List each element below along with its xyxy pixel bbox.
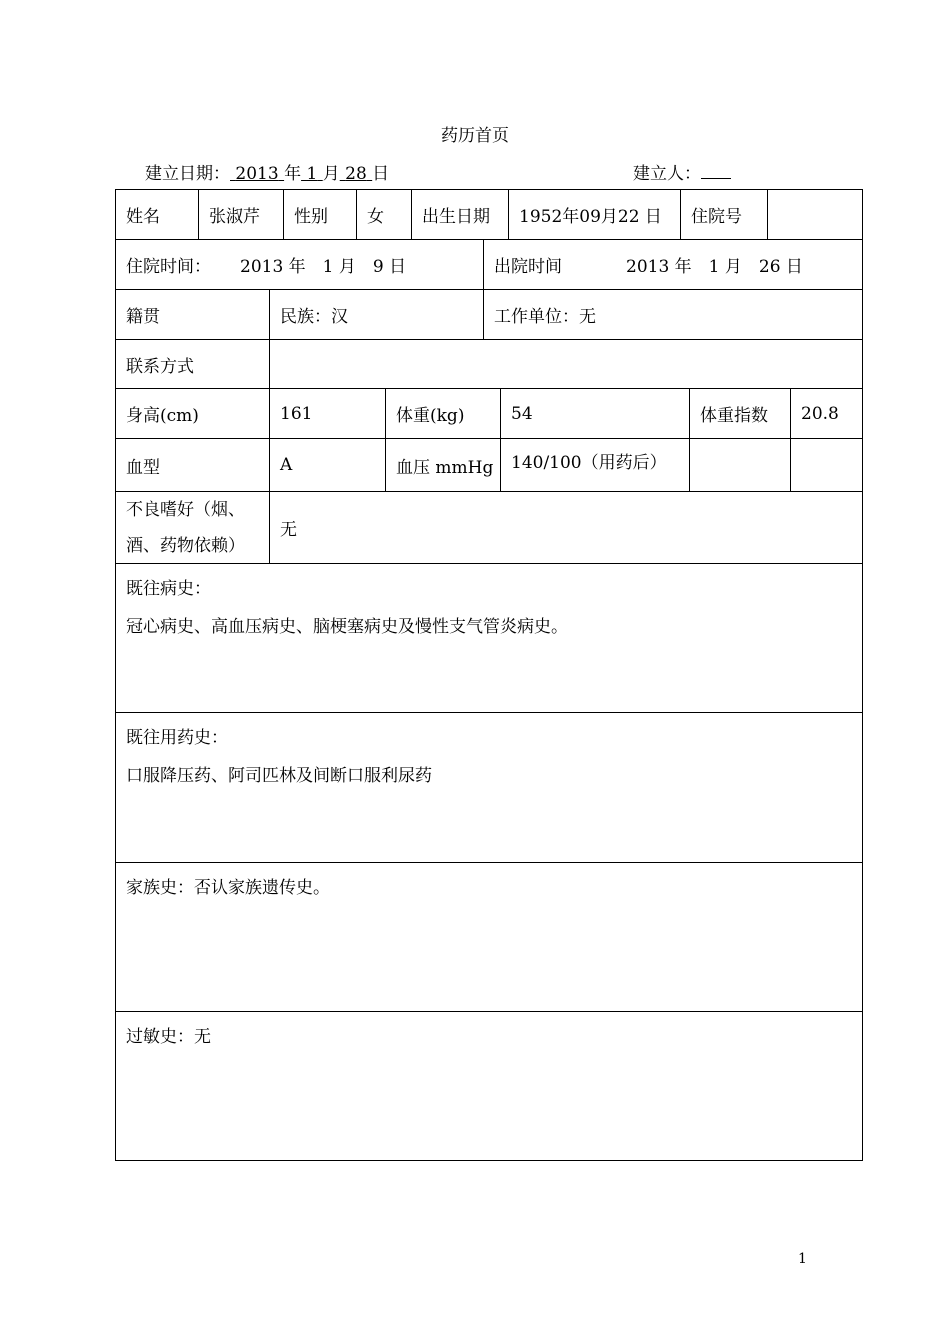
date-month: 1	[306, 164, 318, 184]
creator-label: 建立人：	[633, 164, 701, 184]
page-number: 1	[798, 1251, 807, 1267]
admission-date: 2013 年 1 月 9 日	[240, 257, 407, 277]
past-medication-section	[116, 713, 862, 862]
past-history-label: 既往病史：	[126, 579, 211, 599]
table-border-right	[862, 189, 863, 1161]
day-unit: 日	[372, 164, 390, 184]
sex-label: 性别	[294, 207, 328, 227]
discharge-label-text: 出院时间	[494, 257, 562, 277]
habits-label	[116, 492, 269, 563]
creation-date	[145, 159, 389, 184]
admission-label-text: 住院时间：	[126, 257, 211, 277]
height-value: 161	[280, 403, 313, 424]
page-title: 药历首页	[441, 126, 509, 146]
discharge-label	[484, 240, 862, 289]
date-day: 28	[345, 164, 367, 184]
birth-value: 1952年09月22 日	[519, 207, 662, 227]
past-history-section	[116, 564, 862, 712]
month-unit: 月	[322, 164, 340, 184]
table-border-bottom	[115, 1160, 863, 1161]
habits-value: 无	[280, 520, 297, 540]
weight-value: 54	[511, 403, 533, 424]
ethnicity: 民族：汉	[280, 307, 348, 327]
blood-pressure-value: 140/100（用药后）	[511, 453, 667, 473]
creator	[633, 159, 731, 184]
height-label: 身高(cm)	[126, 406, 199, 426]
date-label: 建立日期：	[145, 164, 230, 184]
native-place-label: 籍贯	[126, 307, 160, 327]
creator-blank	[701, 164, 731, 179]
blood-type-label: 血型	[126, 457, 160, 478]
hospital-no-value	[768, 190, 862, 239]
weight-label: 体重(kg)	[396, 406, 465, 426]
name-label: 姓名	[126, 207, 160, 227]
discharge-date: 2013 年 1 月 26 日	[626, 257, 803, 277]
past-medication-label: 既往用药史：	[126, 728, 228, 748]
allergy-section	[116, 1012, 862, 1160]
contact-label: 联系方式	[126, 356, 194, 377]
date-year: 2013	[235, 164, 279, 184]
family-history-text: 家族史：否认家族遗传史。	[126, 878, 330, 898]
hospital-no-label: 住院号	[691, 207, 742, 227]
habits-label-line2: 酒、药物依赖）	[126, 536, 245, 556]
work-unit: 工作单位：无	[494, 307, 596, 327]
name-value: 张淑芹	[209, 207, 260, 227]
family-history-section	[116, 863, 862, 1011]
past-history-text: 冠心病史、高血压病史、脑梗塞病史及慢性支气管炎病史。	[126, 617, 568, 637]
bmi-label: 体重指数	[700, 406, 768, 426]
habits-label-line1: 不良嗜好（烟、	[126, 500, 245, 520]
contact-value	[270, 340, 862, 388]
blood-pressure-label: 血压 mmHg	[396, 457, 494, 478]
admission-label	[116, 240, 483, 289]
bmi-value: 20.8	[801, 403, 839, 424]
birth-label: 出生日期	[422, 207, 490, 227]
sex-value: 女	[367, 207, 384, 227]
blood-type-value: A	[280, 455, 293, 475]
past-medication-text: 口服降压药、阿司匹林及间断口服利尿药	[126, 766, 432, 786]
allergy-text: 过敏史：无	[126, 1027, 211, 1047]
year-unit: 年	[284, 164, 302, 184]
